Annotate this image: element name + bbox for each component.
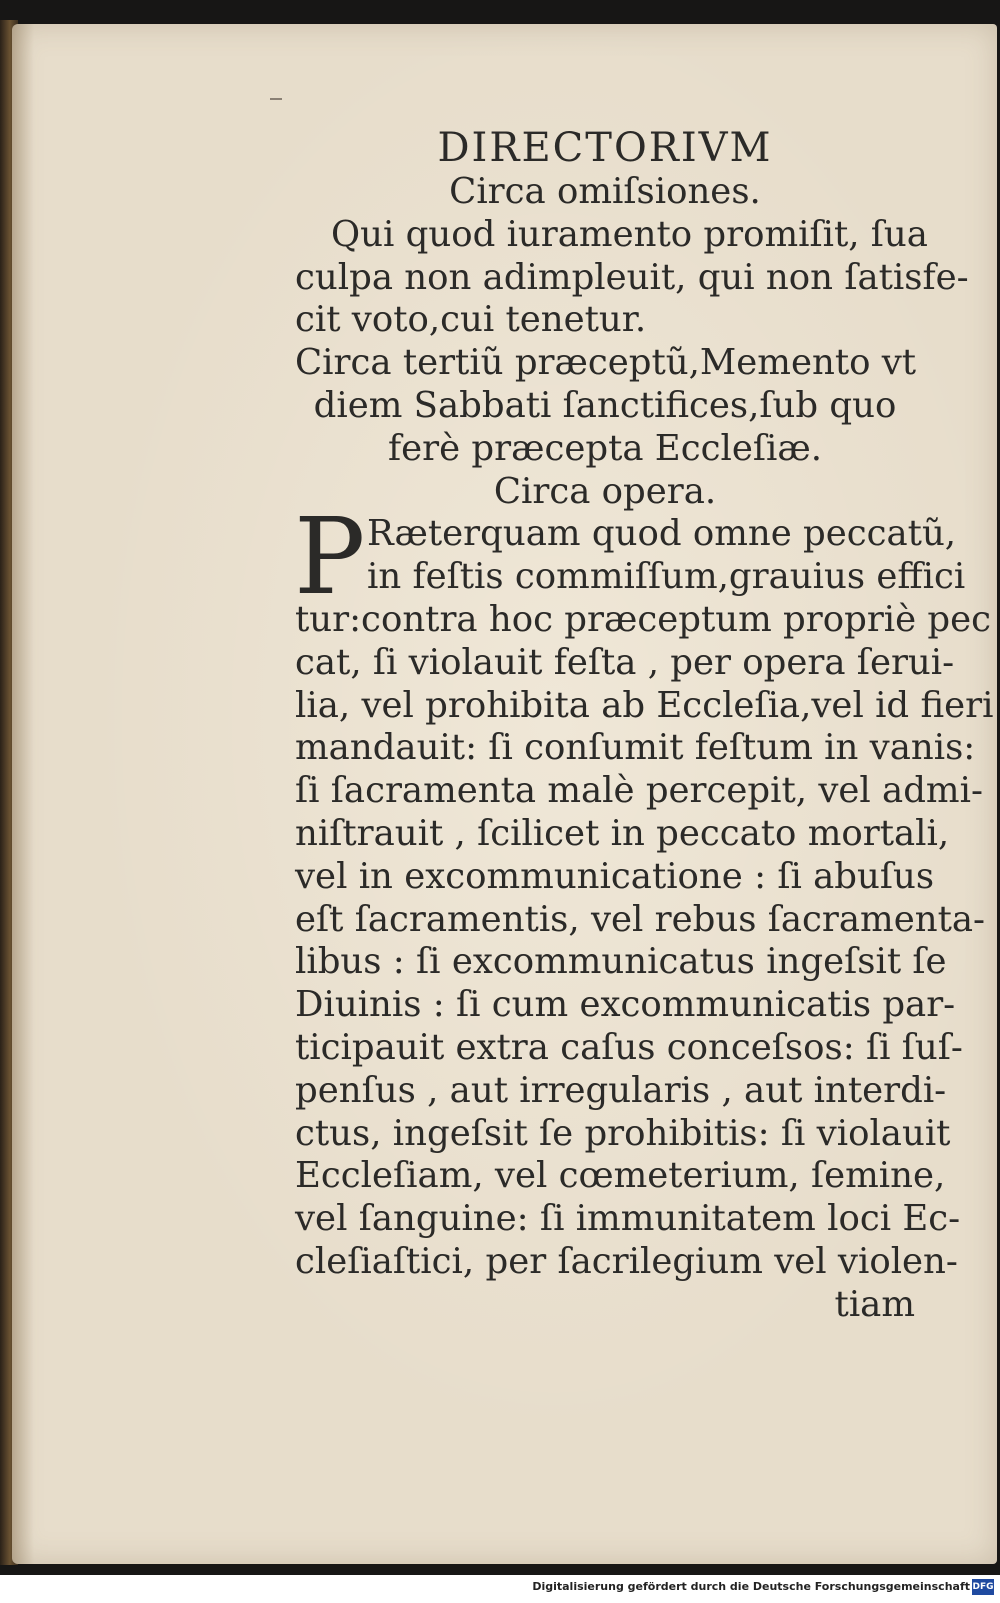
subheading-works: Circa opera. bbox=[493, 470, 717, 512]
funding-credit: Digitalisierung gefördert durch die Deutsche Forschungsgemeinschaft bbox=[532, 1580, 970, 1593]
dfg-logo-icon: DFG bbox=[972, 1579, 994, 1595]
subheading-third-commandment: ferè præcepta Eccleſiæ. bbox=[388, 427, 822, 469]
text-line: ticipauit extra caſus conceſsos: ſi ſuſ- bbox=[295, 1026, 963, 1068]
text-line: eſt ſacramentis, vel rebus ſacramenta- bbox=[295, 898, 986, 940]
digitization-footer bbox=[0, 1575, 1000, 1603]
text-line: ſi ſacramenta malè percepit, vel admi- bbox=[295, 770, 983, 812]
text-line: cat, ſi violauit feſta , per opera ſerui- bbox=[295, 641, 955, 683]
stray-mark bbox=[270, 98, 282, 100]
text-line: tur:contra hoc præceptum propriè pec bbox=[295, 598, 992, 640]
text-line: niſtrauit , ſcilicet in peccato mortali, bbox=[295, 812, 950, 854]
text-line: Qui quod iuramento promiſit, ſua bbox=[331, 213, 928, 255]
text-line: vel ſanguine: ſi immunitatem loci Ec- bbox=[295, 1198, 961, 1240]
text-line: in feſtis commiſſum,grauius effici bbox=[367, 556, 966, 598]
text-line: vel in excommunicatione : ſi abuſus bbox=[295, 855, 935, 897]
text-line: Ræterquam quod omne peccatũ, bbox=[367, 513, 957, 555]
paragraph-with-drop-cap bbox=[294, 495, 994, 1283]
text-line: lia, vel prohibita ab Eccleſia,vel id fieri bbox=[295, 684, 994, 726]
drop-cap: P bbox=[294, 495, 366, 619]
text-line: cleſiaſtici, per ſacrilegium vel violen- bbox=[295, 1240, 958, 1282]
subheading-third-commandment: Circa tertiũ præceptũ,Memento vt bbox=[295, 342, 917, 384]
text-line: cit voto,cui tenetur. bbox=[295, 299, 647, 341]
text-line: Eccleſiam, vel cœmeterium, ſemine, bbox=[295, 1155, 946, 1197]
page-text-block bbox=[294, 125, 994, 1327]
subheading-third-commandment: diem Sabbati ſanctifices,ſub quo bbox=[313, 384, 897, 426]
text-line: mandauit: ſi conſumit feſtum in vanis: bbox=[295, 727, 976, 769]
text-line: ctus, ingeſsit ſe prohibitis: ſi violauit bbox=[295, 1112, 951, 1154]
text-line: penſus , aut irregularis , aut interdi- bbox=[295, 1069, 947, 1111]
text-line: libus : ſi excommunicatus ingeſsit ſe bbox=[295, 941, 947, 983]
text-line: culpa non adimpleuit, qui non ſatisfe- bbox=[295, 256, 969, 298]
text-line: Diuinis : ſi cum excommunicatis par- bbox=[295, 984, 956, 1026]
subheading-omissions: Circa omiſsiones. bbox=[449, 171, 761, 212]
catchword: tiam bbox=[834, 1283, 915, 1325]
running-head: DIRECTORIVM bbox=[437, 125, 773, 171]
